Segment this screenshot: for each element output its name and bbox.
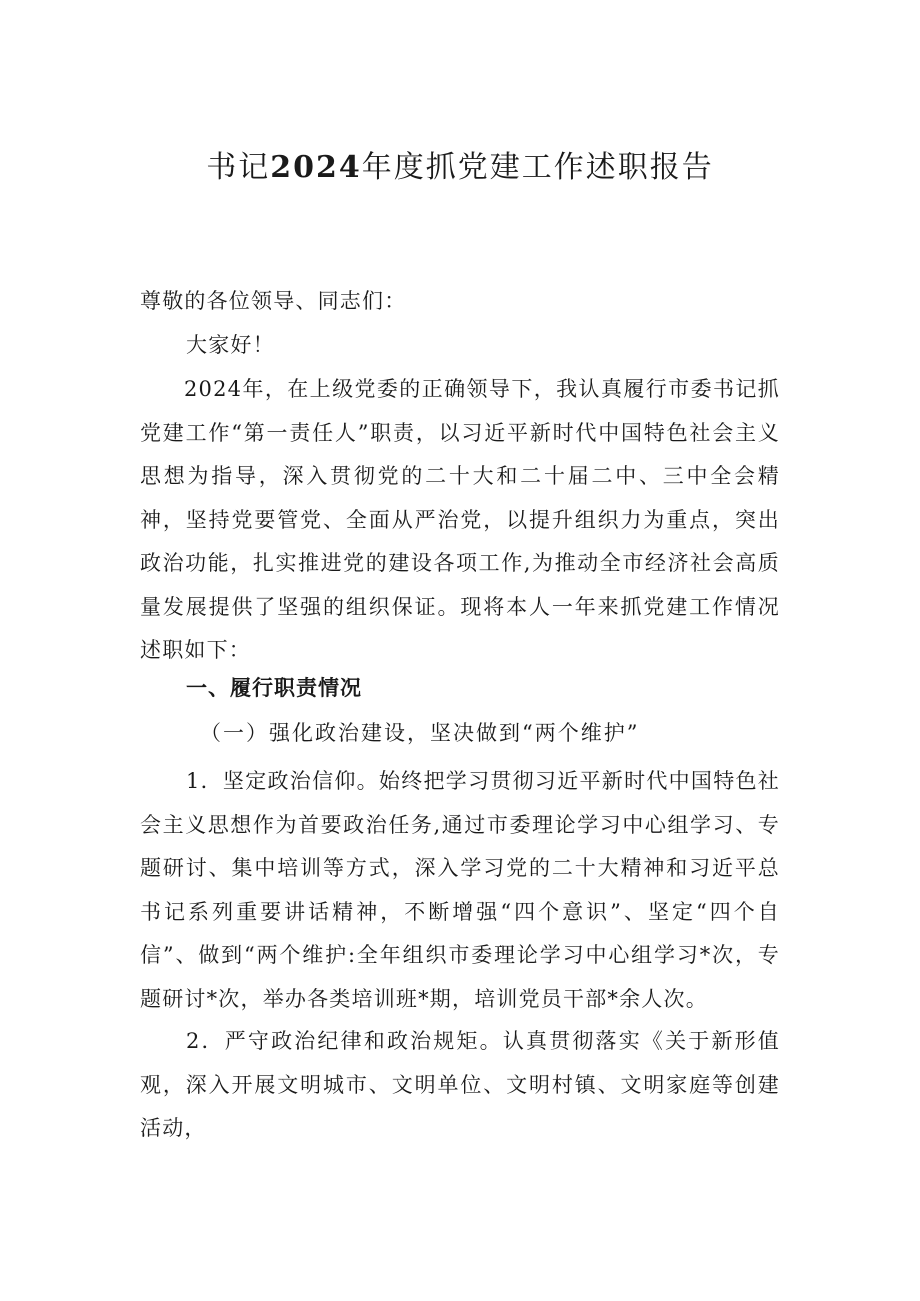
document-title xyxy=(0,142,920,186)
intro-paragraph: 2024年，在上级党委的正确领导下，我认真履行市委书记抓党建工作“第一责任人”职责，以习近平新时代中国特色社会主义思想为指导，深入贯彻党的二十大和二十届二中、三中全会精神，坚持党要管党、全面从严治党，以提升组织力为重点，突出政治功能，扎实推进党的建设各项工作,为推动全市经济社会高质量发展提供了坚强的组织保证。现将本人一年来抓党建工作情况述职如下： xyxy=(140,377,780,662)
title-year: 2024 xyxy=(270,150,362,185)
title-prefix: 书记 xyxy=(206,150,271,185)
greeting: 大家好！ xyxy=(186,333,275,357)
title-suffix: 年度抓党建工作述职报告 xyxy=(361,150,714,185)
subsection-heading: （一）强化政治建设，坚决做到“两个维护” xyxy=(200,721,640,745)
item-paragraph-1: 1．坚定政治信仰。始终把学习贯彻习近平新时代中国特色社会主义思想作为首要政治任务,通过市委理论学习中心组学习、专题研讨、集中培训等方式，深入学习党的二十大精神和习近平总书记系列重要讲话精神，不断增强“四个意识”、坚定“四个自信”、做到“两个维护:全年组织市委理论学习中心组学习*次，专题研讨*次，举办各类培训班*期，培训党员干部*余人次。 xyxy=(140,769,780,1011)
section-heading: 一、履行职责情况 xyxy=(186,676,362,700)
salutation: 尊敬的各位领导、同志们： xyxy=(140,289,407,313)
item-paragraph-2: 2．严守政治纪律和政治规矩。认真贯彻落实《关于新形值观，深入开展文明城市、文明单位、文明村镇、文明家庭等创建活动， xyxy=(140,1029,780,1140)
